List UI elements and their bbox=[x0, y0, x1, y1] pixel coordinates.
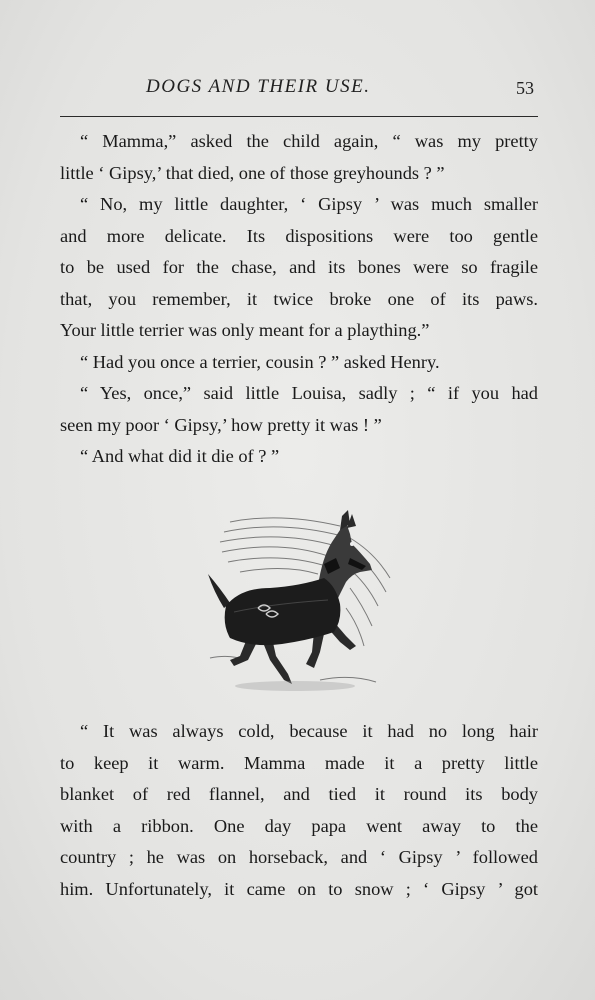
text-line: blanket of red flannel, and tied it round its body bbox=[60, 784, 538, 804]
text-line: Your little terrier was only meant for a plaything.” bbox=[60, 320, 430, 340]
text-block-top bbox=[60, 126, 538, 473]
text-line: him. Unfortunately, it came on to snow ; ‘ Gipsy ’ got bbox=[60, 878, 538, 899]
text-line: seen my poor ‘ Gipsy,’ how pretty it was ! ” bbox=[60, 414, 382, 435]
page-header bbox=[60, 76, 536, 106]
text-line: “ It was always cold, because it had no long hair bbox=[80, 721, 538, 741]
text-line: “ Had you once a terrier, cousin ? ” asked Henry. bbox=[80, 351, 440, 372]
text-line: country ; he was on horseback, and ‘ Gipsy ’ followed bbox=[60, 847, 538, 867]
running-title: DOGS AND THEIR USE. bbox=[146, 76, 371, 97]
text-line: to keep it warm. Mamma made it a pretty little bbox=[60, 752, 538, 773]
dog-engraving bbox=[200, 508, 400, 693]
text-line: “ Yes, once,” said little Louisa, sadly ; “ if you had bbox=[80, 383, 538, 403]
text-line: and more delicate. Its dispositions were too gentle bbox=[60, 225, 538, 246]
header-rule bbox=[60, 116, 538, 117]
text-block-bottom bbox=[60, 716, 538, 905]
text-line: “ And what did it die of ? ” bbox=[80, 446, 280, 466]
text-line: to be used for the chase, and its bones were so fragile bbox=[60, 257, 538, 277]
dog-in-blanket-illustration bbox=[200, 508, 400, 693]
text-line: with a ribbon. One day papa went away to the bbox=[60, 815, 538, 836]
text-line: little ‘ Gipsy,’ that died, one of those greyhounds ? ” bbox=[60, 162, 445, 183]
text-line: “ No, my little daughter, ‘ Gipsy ’ was much smaller bbox=[80, 194, 538, 214]
text-line: that, you remember, it twice broke one of its paws. bbox=[60, 288, 538, 309]
text-line: “ Mamma,” asked the child again, “ was my pretty bbox=[80, 131, 538, 151]
page-number: 53 bbox=[516, 78, 534, 98]
